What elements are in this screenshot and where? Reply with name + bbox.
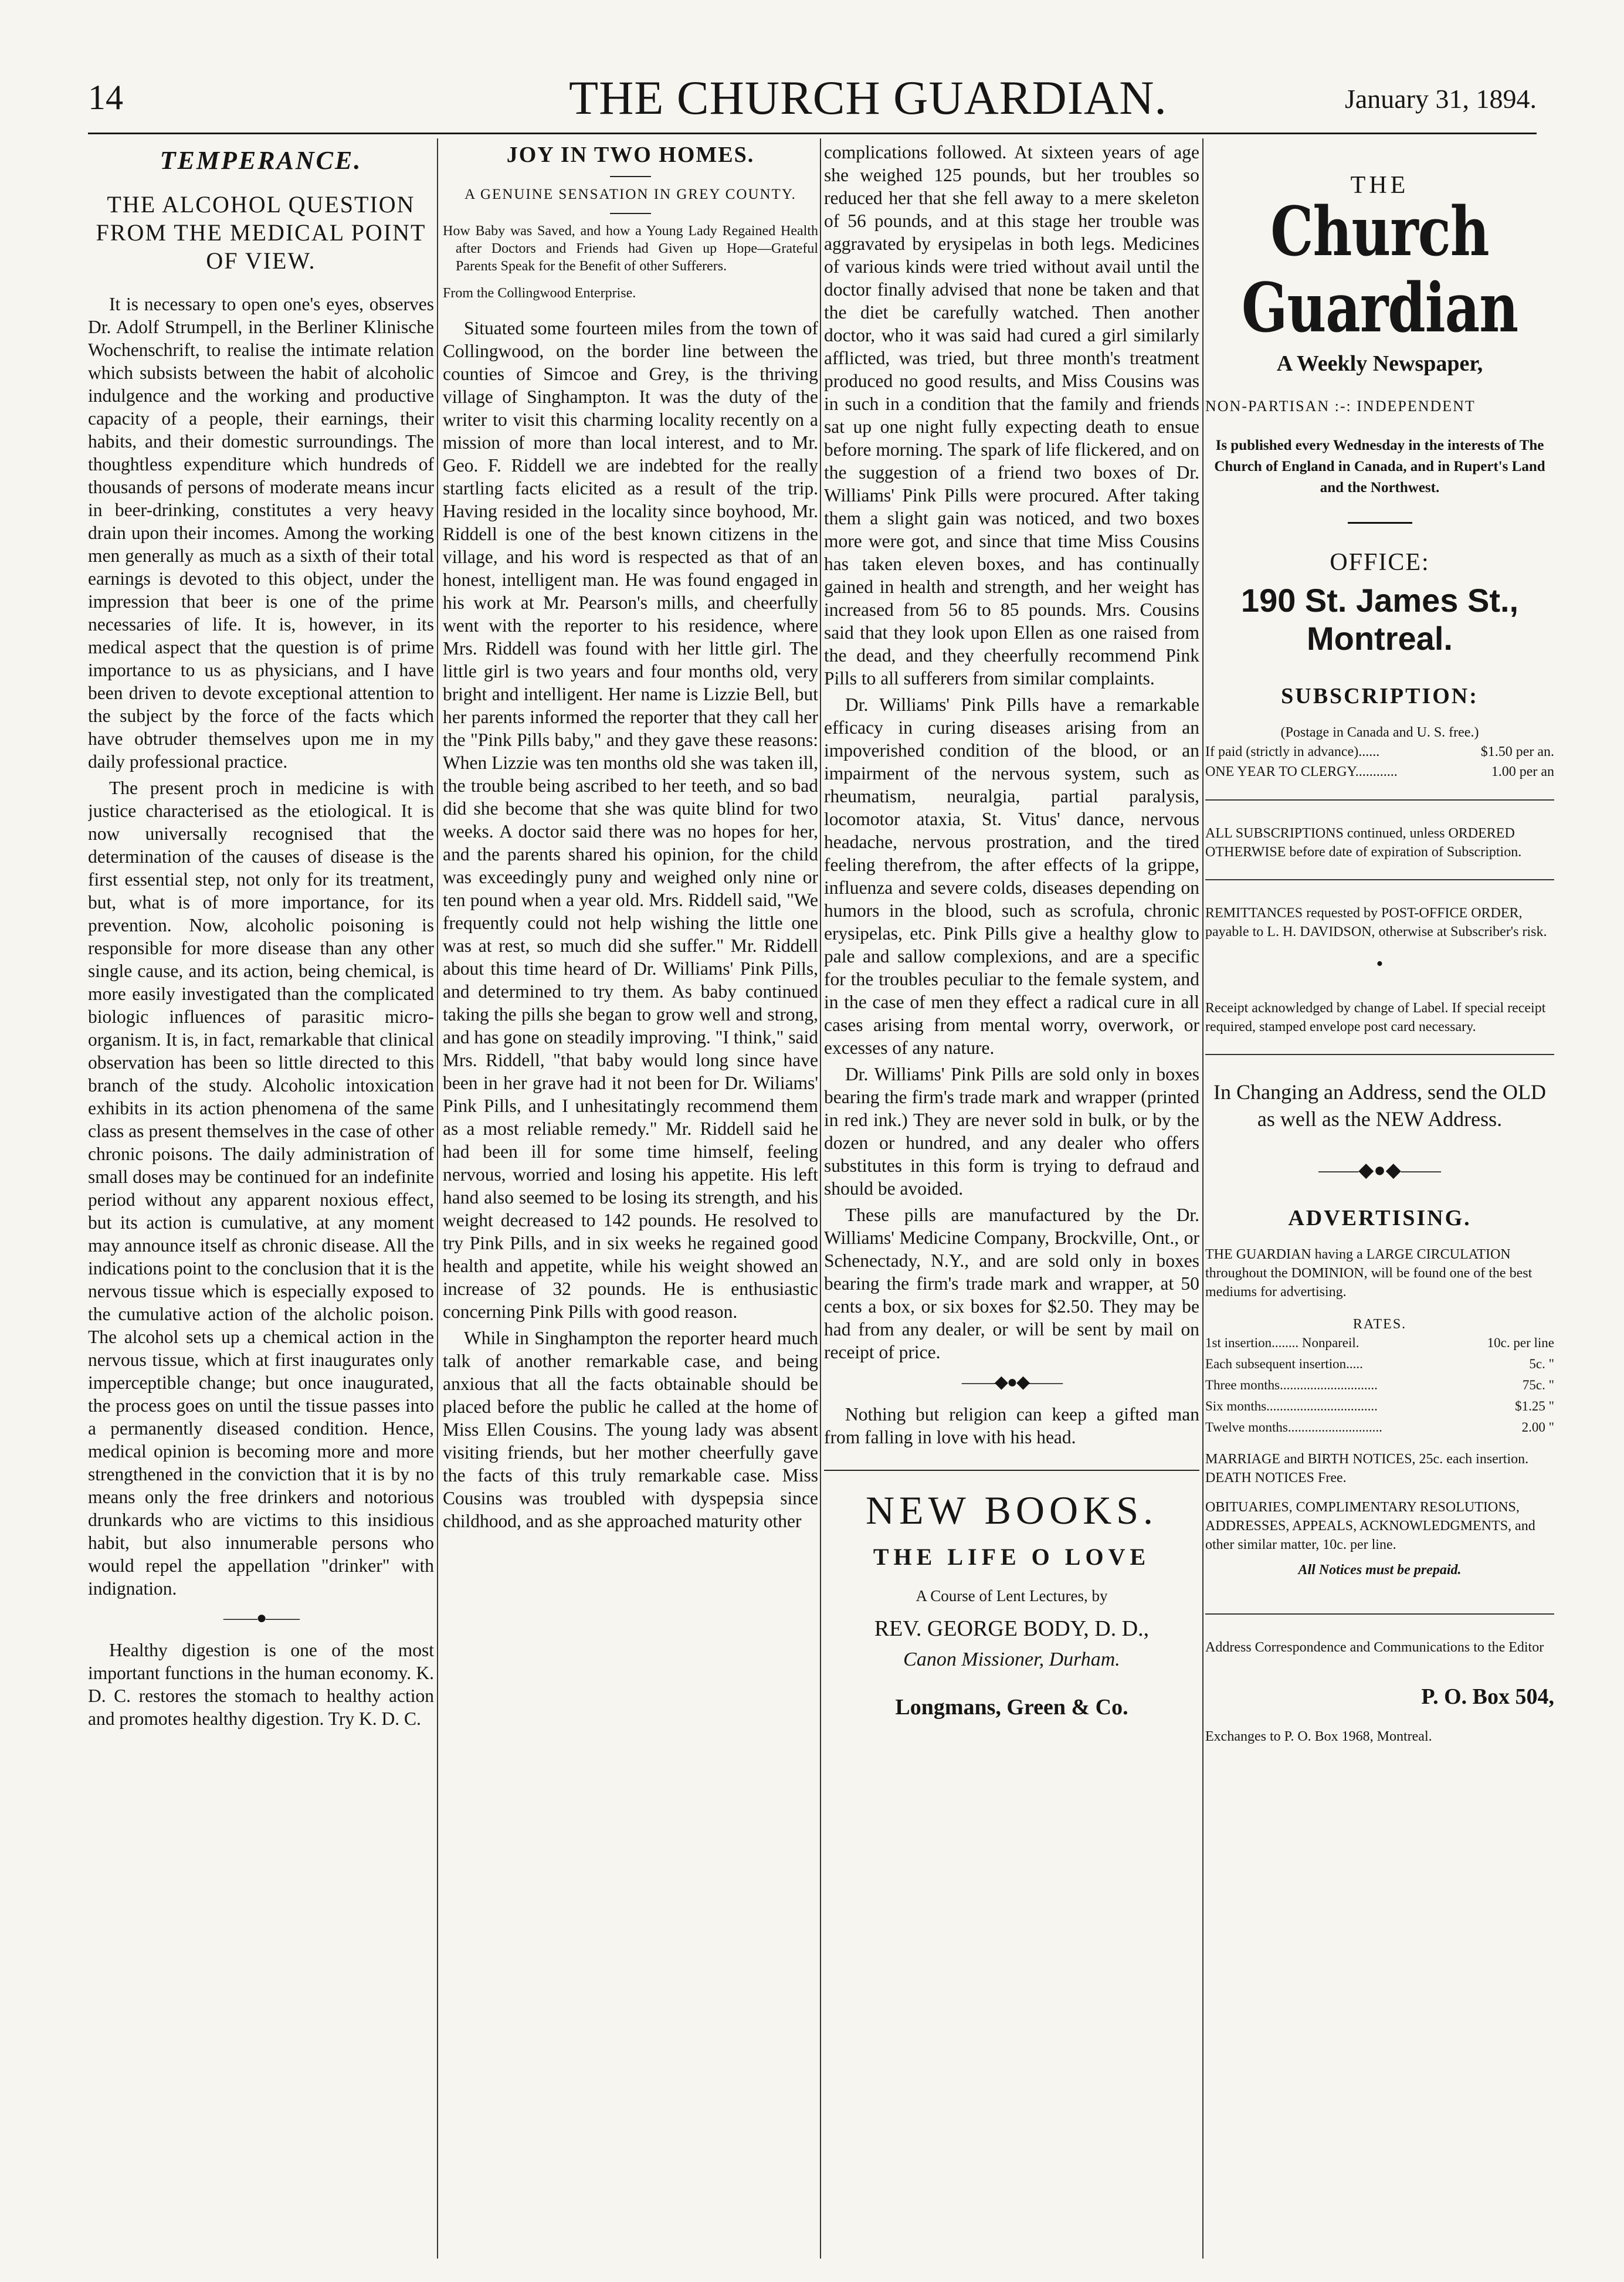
- correspondence-note: Address Correspondence and Communications to the Editor: [1205, 1640, 1544, 1655]
- book-author: REV. GEORGE BODY, D. D.,: [874, 1616, 1150, 1641]
- price-label: ONE YEAR TO CLERGY............: [1205, 764, 1398, 779]
- price-value: $1.50 per an.: [1480, 744, 1554, 759]
- postage-note: (Postage in Canada and U. S. free.): [1280, 725, 1479, 740]
- rate-label: 1st insertion........ Nonpareil.: [1205, 1335, 1359, 1350]
- office-label: OFFICE:: [1330, 549, 1430, 576]
- article-paragraph: Healthy digestion is one of the most important functions in the human economy. K. D. C. restores the stomach to healthy action and promotes healthy digestion. Try K. D. C.: [88, 1640, 434, 1729]
- price-value: 1.00 per an: [1491, 764, 1554, 779]
- article-paragraph: It is necessary to open one's eyes, observes Dr. Adolf Strumpell, in the Berliner Klinische Wochenschrift, to realise the intimate relation which subsists between the habit of alcoholic indulgence and the working and productive capacity of a people, their earnings, their habits, and their domestic surroundings. The thoughtless expenditure which hundreds of thousands of persons of moderate means incur in beer-drinking, constitutes a very heavy drain upon their incomes. Among the working men generally as much as a sixth of their total earnings is devoted to this object, under the impression that beer is one of the prime necessaries of life. It is, however, in its medical aspect that the question is of prime importance to us as physicians, and I have been driven to devote exceptional attention to the subject by the force of the facts which have obtruder themselves upon me in my daily professional practice.: [88, 294, 434, 772]
- ornament-divider: ——●——: [223, 1608, 299, 1627]
- price-label: If paid (strictly in advance)......: [1205, 744, 1380, 759]
- short-rule: [610, 213, 651, 214]
- rate-row: [1205, 1417, 1554, 1438]
- rate-label: Twelve months............................: [1205, 1420, 1382, 1435]
- article-paragraph: These pills are manufactured by the Dr. Williams' Medicine Company, Brockville, Ont., or Schenectady, N.Y., and are sold only in boxes bearing the firm's trade mark and wrapper, at 50 cents a box, or six boxes for $2.50. They may be had from any dealer, or will be sent by mail on receipt of price.: [824, 1205, 1199, 1362]
- article-paragraph: Dr. Williams' Pink Pills are sold only in boxes bearing the firm's trade mark and wrapper (printed in red ink.) They are never sold in bulk, or by the dozen or hundred, and any dealer who offers substitutes in this form is trying to defraud and should be avoided.: [824, 1064, 1199, 1199]
- office-address: 190 St. James St., Montreal.: [1240, 582, 1519, 657]
- article-headline: JOY IN TWO HOMES.: [506, 143, 755, 167]
- rate-value: $1.25 ": [1515, 1399, 1554, 1413]
- marriage-notices-note: MARRIAGE and BIRTH NOTICES, 25c. each insertion. DEATH NOTICES Free.: [1205, 1452, 1529, 1486]
- exchanges-note: Exchanges to P. O. Box 1968, Montreal.: [1205, 1729, 1432, 1744]
- rates-heading: RATES.: [1352, 1317, 1407, 1332]
- book-publisher: Longmans, Green & Co.: [895, 1695, 1128, 1720]
- tagline: A Weekly Newspaper,: [1276, 351, 1483, 376]
- subscription-heading: SUBSCRIPTION:: [1281, 684, 1479, 708]
- nonpartisan-line: NON-PARTISAN :-: INDEPENDENT: [1205, 398, 1476, 415]
- receipt-note: Receipt acknowledged by change of Label. If special receipt required, stamped envelope post card necessary.: [1205, 1001, 1546, 1035]
- masthead-rule: [88, 133, 1537, 134]
- rate-label: Six months.................................: [1205, 1399, 1378, 1413]
- divider: [1205, 1613, 1554, 1615]
- book-subtitle: A Course of Lent Lectures, by: [916, 1587, 1108, 1605]
- book-title: THE LIFE O LOVE: [873, 1544, 1151, 1570]
- column-publisher-info: [1205, 141, 1554, 2259]
- article-paragraph: Nothing but religion can keep a gifted man from falling in love with his head.: [824, 1404, 1199, 1447]
- divider: [1205, 1054, 1554, 1055]
- bullet-ornament: •: [1376, 953, 1384, 975]
- rate-label: Three months.............................: [1205, 1378, 1378, 1392]
- price-row: [1205, 762, 1554, 782]
- article-paragraph: While in Singhampton the reporter heard much talk of another remarkable case, and being anxious that all the facts obtainable should be placed before the public he called at the home of Miss Ellen Cousins. The young lady was absent visiting friends, but her mother cheerfully gave the facts of this truly remarkable case. Miss Cousins was troubled with dyspepsia since childhood, and as she approached maturity other: [443, 1328, 818, 1531]
- obituaries-note: OBITUARIES, COMPLIMENTARY RESOLUTIONS, ADDRESSES, APPEALS, ACKNOWLEDGMENTS, and other similar matter, 10c. per line.: [1205, 1500, 1535, 1552]
- article-paragraph: The present proch in medicine is with justice characterised as the etiological. It is now universally recognised that the determination of the causes of disease is the first essential step, not only for its treatment, but, what is of more importance, for its prevention. Now, alcoholic poisoning is responsible for more disease than any other single cause, and its action, being chemical, is more easily investigated than the complicated biologic influences of parasitic micro-organism. It is, in fact, remarkable that clinical observation has been so little directed to this branch of the study. Alcoholic intoxication exhibits in its action phenomena of the same class as present themselves in the case of other chronic poisons. The daily administration of small doses may be continued for an indefinite period without any apparent noxious effect, but its action is cumulative, at any moment may announce itself as chronic disease. All the indications point to the conclusion that it is the nervous tissue which is especially exposed to the cumulative action of the alcholic poison. The alcohol sets up a chemical action in the nervous tissue, which at first inaugurates only imperceptible change; but once inaugurated, the process goes on until the tissue passes into a permanently diseased condition. Hence, medical opinion is becoming more and more strengthened in the conviction that it is by no means only the free drinkers and notorious drunkards who are victims to this insidious habit, but also innumerable persons who would repel the appellation "drinker" with indignation.: [88, 778, 434, 1599]
- advertising-heading: ADVERTISING.: [1288, 1206, 1472, 1230]
- column-joy-in-two-homes: [443, 141, 818, 2259]
- rate-row: [1205, 1332, 1554, 1354]
- column-temperance: [88, 141, 434, 2259]
- divider: [1205, 799, 1554, 801]
- rate-label: Each subsequent insertion.....: [1205, 1357, 1363, 1371]
- remittances-note: REMITTANCES requested by POST-OFFICE ORDER, payable to L. H. DAVIDSON, otherwise at Subscriber's risk.: [1205, 906, 1547, 940]
- rate-value: 2.00 ": [1521, 1420, 1554, 1435]
- new-books-heading: NEW BOOKS.: [865, 1488, 1158, 1532]
- nameplate-the: THE: [1350, 172, 1409, 199]
- column-divider: [1202, 138, 1203, 2259]
- nameplate: Church Guardian: [1241, 192, 1518, 348]
- price-row: [1205, 742, 1554, 762]
- rate-value: 75c. ": [1522, 1378, 1554, 1392]
- article-paragraph: Situated some fourteen miles from the town of Collingwood, on the border line between the counties of Simcoe and Grey, is the thriving village of Singhampton. It was the duty of the writer to visit this charming locality recently on a mission of more than local interest, and to Mr. Geo. F. Riddell we are indebted for the really startling facts elicited as a result of the trip. Having resided in the locality since boyhood, Mr. Riddell is one of the best known citizens in the village, and his word is respected as that of an honest, intelligent man. He was found engaged in his work at Mr. Pearson's mills, and cheerfully went with the reporter to his residence, where Mrs. Riddell was found with her little girl. The little girl is two years and four months old, very bright and intelligent. Her name is Lizzie Bell, but her parents informed the reporter that they call her the "Pink Pills baby," and they gave these reasons: When Lizzie was ten months old she was taken ill, the trouble being ascribed to her teeth, and so bad did she become that she was quite blind for two weeks. A doctor said there was no hopes for her, and the parents shared his opinion, for the child was exceedingly puny and weighed only nine or ten pound when a year old. Mrs. Riddell said, "We frequently could not help wishing the little one was at rest, so much did she suffer." Mr. Riddell about this time heard of Dr. Williams' Pink Pills, and determined to try them. As baby continued taking the pills she began to grow well and strong, and has gone on steadily improving. "I think," said Mrs. Riddell, "that baby would long since have been in her grave had it not been for Dr. Wiliams' Pink Pills, and I unhesitatingly recommend them as a most reliable remedy." Mr. Riddell said he had been ill for some time himself, feeling nervous, worried and losing his appetite. His left hand also seemed to be losing its strength, and his weight decreased to 142 pounds. He resolved to try Pink Pills, and in six weeks he regained good health and appetite, while his weight showed an increase of 32 pounds. He is enthusiastic concerning Pink Pills with good reason.: [443, 318, 818, 1322]
- author-role: Canon Missioner, Durham.: [903, 1649, 1120, 1670]
- po-box: P. O. Box 504,: [1421, 1684, 1554, 1709]
- new-books-notice: [824, 1470, 1199, 1720]
- column-divider: [820, 138, 821, 2259]
- section-heading: TEMPERANCE.: [160, 146, 362, 175]
- rate-value: 10c. per line: [1487, 1335, 1554, 1350]
- short-rule: [610, 176, 651, 177]
- divider: [1205, 879, 1554, 880]
- rate-row: [1205, 1396, 1554, 1417]
- article-source: From the Collingwood Enterprise.: [443, 286, 636, 301]
- article-subhead: A GENUINE SENSATION IN GREY COUNTY.: [465, 187, 796, 202]
- article-paragraph: complications followed. At sixteen years of age she weighed 125 pounds, but her troubles so reduced her that she fell away to a mere skeleton of 56 pounds, and at this stage her trouble was aggravated by erysipelas in both legs. Medicines of various kinds were tried without avail until the doctor finally advised that none be taken and that the diet be carefully watched. Then another doctor, who it was said had cured a girl similarly afflicted, was tried, but three month's treatment produced no good results, and Miss Cousins was in such in a condition that the family and friends sat up one night fully expecting death to ensue before morning. The spark of life flickered, and on the suggestion of a friend two boxes of Dr. Williams' Pink Pills were procured. After taking them a slight gain was noticed, and two boxes more were got, and since that time Miss Cousins has taken eleven boxes, and has continually gained in health and strength, and her weight has increased from 56 to 85 pounds. Mrs. Cousins said that they look upon Ellen as one raised from the dead, and they cheerfully recommend Pink Pills to all sufferers from similar complaints.: [824, 142, 1199, 689]
- column-divider: [437, 138, 438, 2259]
- publication-statement: Is published every Wednesday in the interests of The Church of England in Canada, and in Rupert's Land and the Northwest.: [1214, 438, 1545, 496]
- advertising-note: THE GUARDIAN having a LARGE CIRCULATION throughout the DOMINION, will be found one of the best mediums for advertising.: [1205, 1247, 1533, 1300]
- ornament-divider: ——◆●◆——: [1318, 1159, 1441, 1181]
- article-deck: How Baby was Saved, and how a Young Lady Regained Health after Doctors and Friends had Given up Hope—Grateful Parents Speak for the Benefit of other Sufferers.: [443, 223, 818, 274]
- issue-date: January 31, 1894.: [1344, 84, 1537, 114]
- newspaper-title: THE CHURCH GUARDIAN.: [569, 71, 1167, 124]
- rate-value: 5c. ": [1529, 1357, 1554, 1371]
- column-continued: [824, 141, 1199, 2259]
- subscriptions-continued-note: ALL SUBSCRIPTIONS continued, unless ORDERED OTHERWISE before date of expiration of Subscription.: [1205, 826, 1522, 860]
- masthead: [88, 70, 1537, 127]
- prepaid-note: All Notices must be prepaid.: [1298, 1562, 1462, 1578]
- ornament-divider: ——◆●◆——: [961, 1372, 1062, 1392]
- short-rule: [1348, 522, 1412, 524]
- rate-row: [1205, 1375, 1554, 1396]
- article-headline: THE ALCOHOL QUESTION FROM THE MEDICAL POINT OF VIEW.: [96, 191, 426, 274]
- page-number: 14: [88, 78, 123, 117]
- rate-row: [1205, 1354, 1554, 1375]
- address-change-note: In Changing an Address, send the OLD as well as the NEW Address.: [1213, 1080, 1546, 1131]
- article-paragraph: Dr. Williams' Pink Pills have a remarkable efficacy in curing diseases arising from an impoverished condition of the blood, or an impairment of the nervous system, such as rheumatism, neuralgia, partial paralysis, locomotor ataxia, St. Vitus' dance, nervous headache, nervous prostration, and the tired feeling therefrom, the after effects of la grippe, influenza and severe colds, diseases depending on humors in the blood, such as scrofula, chronic erysipelas, etc. Pink Pills give a healthy glow to pale and sallow complexions, and are a specific for the troubles peculiar to the female system, and in the case of men they effect a radical cure in all cases arising from mental worry, overwork, or excesses of any nature.: [824, 694, 1199, 1058]
